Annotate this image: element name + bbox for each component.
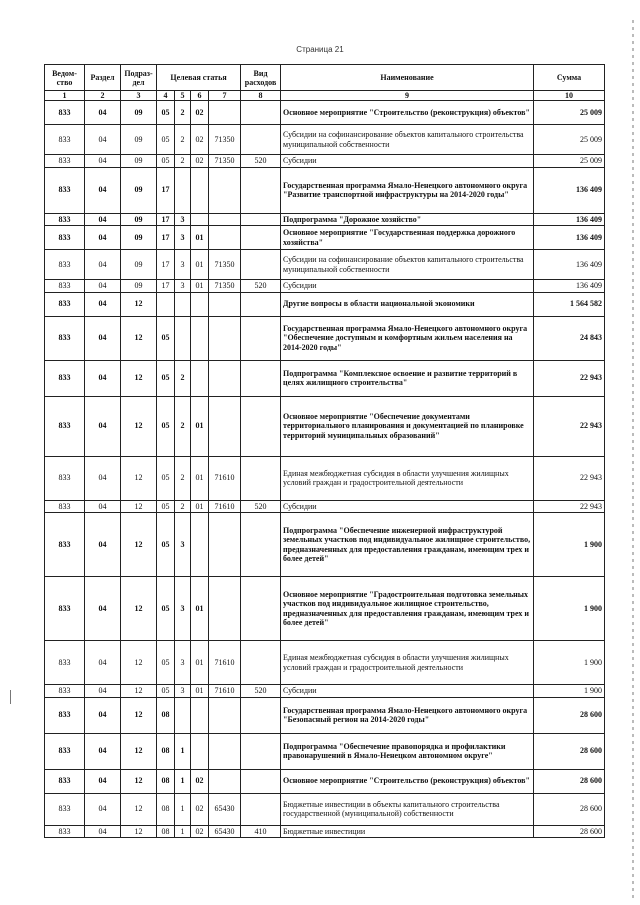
cell-razdel: 04 xyxy=(85,226,121,250)
cell-event-code: 02 xyxy=(191,155,209,168)
cell-event-code: 02 xyxy=(191,793,209,825)
cell-program-code: 05 xyxy=(157,500,175,513)
cell-razdel: 04 xyxy=(85,396,121,456)
cell-naimenovanie: Подпрограмма "Обеспечение инженерной инфраструктурой земельных участков под индивидуальное жилищное строительство, предназначенных для предоставления гражданам, имеющим трех и более детей" xyxy=(281,513,534,577)
cell-naimenovanie: Основное мероприятие "Строительство (реконструкция) объектов" xyxy=(281,101,534,125)
cell-podrazdel: 12 xyxy=(121,316,157,360)
table-row xyxy=(45,226,605,250)
cell-podrazdel: 12 xyxy=(121,697,157,733)
header-vid-rashodov: Вид расходов xyxy=(241,65,281,91)
cell-vedomstvo: 833 xyxy=(45,280,85,293)
cell-summa: 1 900 xyxy=(534,641,605,685)
cell-subprogram-code: 2 xyxy=(175,456,191,500)
table-row xyxy=(45,167,605,213)
table-row xyxy=(45,500,605,513)
cell-direction-code: 71610 xyxy=(209,500,241,513)
table-row xyxy=(45,825,605,838)
cell-event-code xyxy=(191,167,209,213)
cell-program-code: 08 xyxy=(157,825,175,838)
cell-podrazdel: 12 xyxy=(121,793,157,825)
cell-razdel: 04 xyxy=(85,250,121,280)
cell-direction-code: 71350 xyxy=(209,125,241,155)
cell-event-code xyxy=(191,697,209,733)
table-row xyxy=(45,793,605,825)
cell-direction-code: 71610 xyxy=(209,685,241,698)
cell-podrazdel: 12 xyxy=(121,733,157,769)
cell-razdel: 04 xyxy=(85,685,121,698)
cell-naimenovanie: Основное мероприятие "Обеспечение документами территориального планирования и документацией по планировке территорий муниципальных образований" xyxy=(281,396,534,456)
cell-vedomstvo: 833 xyxy=(45,513,85,577)
cell-program-code: 05 xyxy=(157,101,175,125)
cell-subprogram-code: 3 xyxy=(175,250,191,280)
cell-vedomstvo: 833 xyxy=(45,292,85,316)
cell-subprogram-code xyxy=(175,697,191,733)
cell-naimenovanie: Субсидии xyxy=(281,155,534,168)
cell-razdel: 04 xyxy=(85,125,121,155)
cell-razdel: 04 xyxy=(85,280,121,293)
cell-program-code: 05 xyxy=(157,456,175,500)
header-row xyxy=(45,65,605,91)
cell-vedomstvo: 833 xyxy=(45,167,85,213)
cell-program-code: 08 xyxy=(157,769,175,793)
col-number: 6 xyxy=(191,91,209,101)
cell-program-code: 08 xyxy=(157,733,175,769)
cell-vid-rashodov: 520 xyxy=(241,280,281,293)
cell-vedomstvo: 833 xyxy=(45,213,85,226)
cell-razdel: 04 xyxy=(85,513,121,577)
cell-subprogram-code: 1 xyxy=(175,825,191,838)
col-number: 9 xyxy=(281,91,534,101)
cell-summa: 24 843 xyxy=(534,316,605,360)
cell-program-code: 17 xyxy=(157,280,175,293)
cell-event-code: 01 xyxy=(191,250,209,280)
cell-direction-code xyxy=(209,360,241,396)
cell-podrazdel: 12 xyxy=(121,456,157,500)
cell-event-code: 02 xyxy=(191,101,209,125)
cell-vedomstvo: 833 xyxy=(45,641,85,685)
cell-vid-rashodov xyxy=(241,641,281,685)
cell-vid-rashodov xyxy=(241,577,281,641)
cell-razdel: 04 xyxy=(85,167,121,213)
table-row xyxy=(45,456,605,500)
cell-razdel: 04 xyxy=(85,769,121,793)
cell-naimenovanie: Подпрограмма "Обеспечение правопорядка и профилактики правонарушений в Ямало-Ненецком автономном округе" xyxy=(281,733,534,769)
cell-vid-rashodov xyxy=(241,213,281,226)
cell-event-code: 01 xyxy=(191,685,209,698)
cell-vedomstvo: 833 xyxy=(45,316,85,360)
cell-podrazdel: 12 xyxy=(121,513,157,577)
header-summa: Сумма xyxy=(534,65,605,91)
cell-program-code: 05 xyxy=(157,396,175,456)
cell-event-code: 02 xyxy=(191,825,209,838)
page-number-label: Страница 21 xyxy=(296,45,344,54)
cell-program-code: 05 xyxy=(157,641,175,685)
cell-podrazdel: 09 xyxy=(121,280,157,293)
table-row xyxy=(45,280,605,293)
cell-direction-code xyxy=(209,226,241,250)
table-row xyxy=(45,685,605,698)
cell-direction-code: 71610 xyxy=(209,456,241,500)
cell-vedomstvo: 833 xyxy=(45,500,85,513)
cell-vid-rashodov xyxy=(241,456,281,500)
col-number: 3 xyxy=(121,91,157,101)
cell-vedomstvo: 833 xyxy=(45,456,85,500)
cell-vedomstvo: 833 xyxy=(45,769,85,793)
cell-program-code xyxy=(157,292,175,316)
cell-podrazdel: 12 xyxy=(121,769,157,793)
cell-subprogram-code: 3 xyxy=(175,577,191,641)
cell-direction-code xyxy=(209,697,241,733)
cell-event-code xyxy=(191,213,209,226)
cell-subprogram-code: 3 xyxy=(175,213,191,226)
cell-vid-rashodov xyxy=(241,167,281,213)
header-razdel: Раздел xyxy=(85,65,121,91)
cell-razdel: 04 xyxy=(85,733,121,769)
cell-naimenovanie: Субсидии на софинансирование объектов капитального строительства муниципальной собственности xyxy=(281,250,534,280)
cell-program-code: 17 xyxy=(157,226,175,250)
header-celevaya-statya: Целевая статья xyxy=(157,65,241,91)
cell-event-code: 01 xyxy=(191,396,209,456)
cell-subprogram-code: 2 xyxy=(175,125,191,155)
cell-razdel: 04 xyxy=(85,641,121,685)
cell-podrazdel: 12 xyxy=(121,577,157,641)
cell-direction-code xyxy=(209,513,241,577)
cell-razdel: 04 xyxy=(85,101,121,125)
col-number: 10 xyxy=(534,91,605,101)
cell-direction-code xyxy=(209,577,241,641)
cell-subprogram-code: 2 xyxy=(175,396,191,456)
cell-summa: 22 943 xyxy=(534,456,605,500)
cell-direction-code xyxy=(209,213,241,226)
cell-razdel: 04 xyxy=(85,213,121,226)
cell-naimenovanie: Государственная программа Ямало-Ненецкого автономного округа "Обеспечение доступным и комфортным жильем населения на 2014-2020 годы" xyxy=(281,316,534,360)
table-row xyxy=(45,396,605,456)
cell-naimenovanie: Бюджетные инвестиции xyxy=(281,825,534,838)
cell-vedomstvo: 833 xyxy=(45,250,85,280)
cell-summa: 1 900 xyxy=(534,513,605,577)
cell-program-code: 05 xyxy=(157,513,175,577)
table-row xyxy=(45,101,605,125)
cell-podrazdel: 12 xyxy=(121,825,157,838)
cell-program-code: 05 xyxy=(157,577,175,641)
cell-summa: 1 900 xyxy=(534,685,605,698)
cell-razdel: 04 xyxy=(85,155,121,168)
cell-vedomstvo: 833 xyxy=(45,125,85,155)
cell-direction-code xyxy=(209,316,241,360)
cell-program-code: 17 xyxy=(157,213,175,226)
cell-summa: 136 409 xyxy=(534,280,605,293)
cell-naimenovanie: Основное мероприятие "Государственная поддержка дорожного хозяйства" xyxy=(281,226,534,250)
cell-direction-code: 71350 xyxy=(209,155,241,168)
cell-summa: 22 943 xyxy=(534,500,605,513)
cell-subprogram-code: 3 xyxy=(175,685,191,698)
cell-event-code: 01 xyxy=(191,280,209,293)
cell-event-code xyxy=(191,316,209,360)
cell-vid-rashodov xyxy=(241,226,281,250)
cell-subprogram-code: 1 xyxy=(175,769,191,793)
cell-vedomstvo: 833 xyxy=(45,793,85,825)
cell-vedomstvo: 833 xyxy=(45,577,85,641)
cell-podrazdel: 12 xyxy=(121,360,157,396)
column-number-row xyxy=(45,91,605,101)
cell-event-code: 02 xyxy=(191,769,209,793)
table-row xyxy=(45,292,605,316)
cell-vedomstvo: 833 xyxy=(45,697,85,733)
cell-subprogram-code: 3 xyxy=(175,513,191,577)
cell-program-code: 05 xyxy=(157,155,175,168)
header-vedomstvo: Ведом-ство xyxy=(45,65,85,91)
cell-vid-rashodov xyxy=(241,250,281,280)
table-row xyxy=(45,360,605,396)
cell-razdel: 04 xyxy=(85,825,121,838)
cell-program-code: 08 xyxy=(157,697,175,733)
cell-podrazdel: 09 xyxy=(121,125,157,155)
cell-direction-code xyxy=(209,769,241,793)
cell-direction-code xyxy=(209,733,241,769)
cell-subprogram-code: 2 xyxy=(175,500,191,513)
cell-summa: 1 900 xyxy=(534,577,605,641)
col-number: 1 xyxy=(45,91,85,101)
cell-subprogram-code: 3 xyxy=(175,280,191,293)
cell-event-code: 02 xyxy=(191,125,209,155)
cell-summa: 28 600 xyxy=(534,733,605,769)
cell-vid-rashodov: 520 xyxy=(241,685,281,698)
cell-subprogram-code: 2 xyxy=(175,101,191,125)
cell-podrazdel: 12 xyxy=(121,641,157,685)
cell-naimenovanie: Единая межбюджетная субсидия в области улучшения жилищных условий граждан и градостроительной деятельности xyxy=(281,456,534,500)
cell-podrazdel: 09 xyxy=(121,155,157,168)
table-row xyxy=(45,577,605,641)
cell-summa: 28 600 xyxy=(534,769,605,793)
cell-summa: 25 009 xyxy=(534,155,605,168)
table-row xyxy=(45,250,605,280)
cell-subprogram-code xyxy=(175,167,191,213)
cell-vid-rashodov xyxy=(241,697,281,733)
cell-naimenovanie: Бюджетные инвестиции в объекты капитального строительства государственной (муниципальной) собственности xyxy=(281,793,534,825)
col-number: 7 xyxy=(209,91,241,101)
cell-summa: 28 600 xyxy=(534,697,605,733)
cell-vid-rashodov: 410 xyxy=(241,825,281,838)
cell-program-code: 17 xyxy=(157,167,175,213)
cell-naimenovanie: Субсидии xyxy=(281,685,534,698)
cell-vedomstvo: 833 xyxy=(45,396,85,456)
cell-razdel: 04 xyxy=(85,793,121,825)
cell-summa: 136 409 xyxy=(534,213,605,226)
cell-vid-rashodov xyxy=(241,316,281,360)
cell-subprogram-code xyxy=(175,316,191,360)
cell-event-code xyxy=(191,733,209,769)
cell-podrazdel: 12 xyxy=(121,500,157,513)
cell-event-code xyxy=(191,292,209,316)
cell-razdel: 04 xyxy=(85,456,121,500)
cell-vid-rashodov xyxy=(241,769,281,793)
cell-direction-code: 65430 xyxy=(209,793,241,825)
cell-direction-code xyxy=(209,396,241,456)
cell-naimenovanie: Государственная программа Ямало-Ненецкого автономного округа "Развитие транспортной инфраструктуры на 2014-2020 годы" xyxy=(281,167,534,213)
cell-summa: 1 564 582 xyxy=(534,292,605,316)
cell-razdel: 04 xyxy=(85,500,121,513)
cell-vid-rashodov xyxy=(241,125,281,155)
cell-naimenovanie: Единая межбюджетная субсидия в области улучшения жилищных условий граждан и градостроительной деятельности xyxy=(281,641,534,685)
cell-direction-code xyxy=(209,292,241,316)
cell-direction-code: 71610 xyxy=(209,641,241,685)
cell-vid-rashodov: 520 xyxy=(241,155,281,168)
cell-event-code xyxy=(191,513,209,577)
cell-event-code: 01 xyxy=(191,500,209,513)
cell-naimenovanie: Государственная программа Ямало-Ненецкого автономного округа "Безопасный регион на 2014-2020 годы" xyxy=(281,697,534,733)
cell-vid-rashodov xyxy=(241,360,281,396)
cell-vid-rashodov xyxy=(241,396,281,456)
cell-subprogram-code: 1 xyxy=(175,733,191,769)
scan-edge-marks xyxy=(632,20,634,900)
header-naimenovanie: Наименование xyxy=(281,65,534,91)
cell-vedomstvo: 833 xyxy=(45,733,85,769)
cell-subprogram-code xyxy=(175,292,191,316)
cell-podrazdel: 09 xyxy=(121,226,157,250)
cell-podrazdel: 09 xyxy=(121,213,157,226)
table-row xyxy=(45,316,605,360)
header-podrazdel: Подраз-дел xyxy=(121,65,157,91)
cell-subprogram-code: 1 xyxy=(175,793,191,825)
table-row xyxy=(45,641,605,685)
cell-naimenovanie: Субсидии xyxy=(281,280,534,293)
cell-razdel: 04 xyxy=(85,316,121,360)
cell-summa: 22 943 xyxy=(534,360,605,396)
cell-podrazdel: 09 xyxy=(121,101,157,125)
col-number: 4 xyxy=(157,91,175,101)
table-row xyxy=(45,213,605,226)
cell-naimenovanie: Подпрограмма "Дорожное хозяйство" xyxy=(281,213,534,226)
table-row xyxy=(45,769,605,793)
col-number: 2 xyxy=(85,91,121,101)
cell-podrazdel: 09 xyxy=(121,167,157,213)
cell-subprogram-code: 2 xyxy=(175,155,191,168)
cell-summa: 136 409 xyxy=(534,250,605,280)
table-row xyxy=(45,155,605,168)
cell-event-code: 01 xyxy=(191,577,209,641)
scan-margin-mark xyxy=(10,690,17,704)
cell-direction-code: 71350 xyxy=(209,250,241,280)
cell-naimenovanie: Субсидии xyxy=(281,500,534,513)
budget-table xyxy=(44,64,605,838)
cell-vedomstvo: 833 xyxy=(45,360,85,396)
col-number: 5 xyxy=(175,91,191,101)
cell-event-code: 01 xyxy=(191,226,209,250)
cell-vid-rashodov xyxy=(241,101,281,125)
cell-vid-rashodov xyxy=(241,793,281,825)
cell-summa: 25 009 xyxy=(534,101,605,125)
cell-vedomstvo: 833 xyxy=(45,685,85,698)
cell-vedomstvo: 833 xyxy=(45,101,85,125)
cell-vedomstvo: 833 xyxy=(45,226,85,250)
cell-direction-code: 65430 xyxy=(209,825,241,838)
cell-subprogram-code: 3 xyxy=(175,641,191,685)
budget-table-container xyxy=(44,64,604,838)
cell-program-code: 05 xyxy=(157,685,175,698)
cell-vedomstvo: 833 xyxy=(45,825,85,838)
budget-rows xyxy=(45,101,605,838)
cell-razdel: 04 xyxy=(85,360,121,396)
col-number: 8 xyxy=(241,91,281,101)
cell-vid-rashodov xyxy=(241,292,281,316)
table-row xyxy=(45,733,605,769)
cell-direction-code xyxy=(209,101,241,125)
table-row xyxy=(45,513,605,577)
cell-vid-rashodov xyxy=(241,733,281,769)
cell-summa: 28 600 xyxy=(534,825,605,838)
cell-program-code: 05 xyxy=(157,360,175,396)
cell-naimenovanie: Основное мероприятие "Строительство (реконструкция) объектов" xyxy=(281,769,534,793)
cell-vid-rashodov xyxy=(241,513,281,577)
cell-naimenovanie: Другие вопросы в области национальной экономики xyxy=(281,292,534,316)
cell-podrazdel: 12 xyxy=(121,685,157,698)
cell-naimenovanie: Подпрограмма "Комплексное освоение и развитие территорий в целях жилищного строительства" xyxy=(281,360,534,396)
cell-podrazdel: 12 xyxy=(121,396,157,456)
cell-event-code: 01 xyxy=(191,641,209,685)
cell-direction-code: 71350 xyxy=(209,280,241,293)
cell-summa: 28 600 xyxy=(534,793,605,825)
cell-vid-rashodov: 520 xyxy=(241,500,281,513)
cell-podrazdel: 12 xyxy=(121,292,157,316)
cell-program-code: 05 xyxy=(157,125,175,155)
cell-program-code: 17 xyxy=(157,250,175,280)
cell-summa: 22 943 xyxy=(534,396,605,456)
cell-podrazdel: 09 xyxy=(121,250,157,280)
table-row xyxy=(45,125,605,155)
cell-naimenovanie: Субсидии на софинансирование объектов капитального строительства муниципальной собственности xyxy=(281,125,534,155)
cell-subprogram-code: 2 xyxy=(175,360,191,396)
cell-vedomstvo: 833 xyxy=(45,155,85,168)
cell-subprogram-code: 3 xyxy=(175,226,191,250)
cell-summa: 25 009 xyxy=(534,125,605,155)
cell-razdel: 04 xyxy=(85,577,121,641)
cell-razdel: 04 xyxy=(85,292,121,316)
cell-event-code xyxy=(191,360,209,396)
cell-direction-code xyxy=(209,167,241,213)
cell-program-code: 05 xyxy=(157,316,175,360)
cell-razdel: 04 xyxy=(85,697,121,733)
cell-program-code: 08 xyxy=(157,793,175,825)
cell-event-code: 01 xyxy=(191,456,209,500)
table-row xyxy=(45,697,605,733)
cell-summa: 136 409 xyxy=(534,226,605,250)
cell-summa: 136 409 xyxy=(534,167,605,213)
cell-naimenovanie: Основное мероприятие "Градостроительная подготовка земельных участков под индивидуальное жилищное строительство, предназначенных для предоставления гражданам, имеющим трех и более детей" xyxy=(281,577,534,641)
